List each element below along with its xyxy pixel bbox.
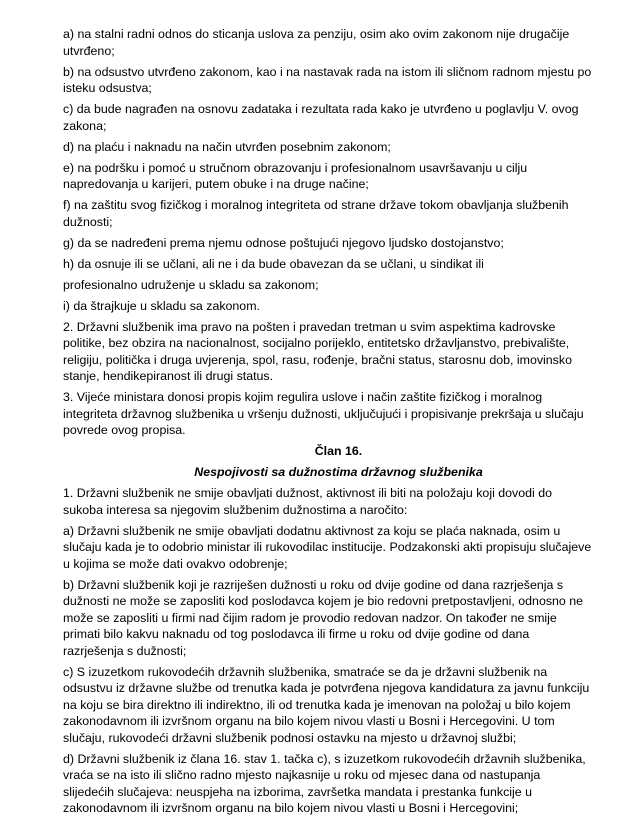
paragraph-item-e: e) na podršku i pomoć u stručnom obrazovanju i profesionalnom usavršavanju u cilju napredovanja u karijeri, putem obuke i na druge načine; <box>63 160 528 191</box>
paragraph-section-2: 2. Državni službenik ima pravo na pošten i pravedan tretman u svim aspektima kadrovske politike, bez obzira na nacionalnost, socijalno porijeklo, entitetsko državljanstvo, prebivalište, religiju, politička i druga uvjerenja, spol, rasu, rođenje, bračni status, starosnu dob, imovinsko stanje, hendikepiranost ili drugi status. <box>63 319 572 383</box>
paragraph-article-16-item-a: a) Državni službenik ne smije obavljati dodatnu aktivnost za koju se plaća naknada, osim u slučaju kada je to odobrio ministar ili rukovodilac institucije. Podzakonski akti propisuju slučajeve u kojima se može dati ovakvo odobrenje; <box>63 523 592 571</box>
paragraph-article-16-item-b: b) Državni službenik koji je razriješen dužnosti u roku od dvije godine od dana razrješenja s dužnosti ne može se zaposliti kod poslodavca kojem je bio redovni pretpostavljeni, odnosno ne može se zaposliti u firmi nad čijim radom je provodio redovan nadzor. On također ne smije primati bilo kakvu naknadu od tog poslodavca ili firme u roku od dvije godine od dana razrješenja s dužnosti; <box>63 577 584 658</box>
paragraph-article-16-section-1: 1. Državni službenik ne smije obavljati dužnost, aktivnost ili biti na položaju koji dovodi do sukoba interesa sa njegovim službenim dužnostima a naročito: <box>63 486 553 517</box>
paragraph-item-h: h) da osnuje ili se učlani, ali ne i da bude obavezan da se učlani, u sindikat ili <box>63 256 484 271</box>
paragraph-item-b: b) na odsustvo utvrđeno zakonom, kao i na nastavak rada na istom ili sličnom radnom mjestu po isteku odsustva; <box>63 64 592 95</box>
paragraph-item-c: c) da bude nagrađen na osnovu zadataka i rezultata rada kako je utvrđeno u poglavlju V. ovog zakona; <box>63 102 579 133</box>
paragraph-item-d: d) na plaću i naknadu na način utvrđen posebnim zakonom; <box>63 139 391 154</box>
paragraph-item-h-continued: profesionalno udruženje u skladu sa zakonom; <box>63 277 319 292</box>
article-subtitle: Nespojivosti sa dužnostima državnog službenika <box>194 464 483 479</box>
article-title: Član 16. <box>314 444 363 458</box>
paragraph-article-16-item-c: c) S izuzetkom rukovodećih državnih službenika, smatraće se da je državni službenik na odsustvu iz državne službe od trenutka kada je potvrđena njegova kandidatura za javnu funkciju na koju se bira direktno ili indirektno, ili od trenutka kada je imenovan na položaj u bilo kojem zakonodavnom ili izvršnom organu na bilo kojem nivou vlasti u Bosni i Hercegovini. U tom slučaju, rukovodeći državni službenik podnosi ostavku na mjesto u državnoj službi; <box>63 664 590 745</box>
paragraph-section-3: 3. Vijeće ministara donosi propis kojim regulira uslove i način zaštite fizičkog i moralnog integriteta državnog službenika u vršenju dužnosti, uključujući i propisivanje prekršaja u slučaju povrede ovog propisa. <box>63 390 584 437</box>
paragraph-item-a: a) na stalni radni odnos do sticanja uslova za penziju, osim ako ovim zakonom nije drugačije utvrđeno; <box>63 27 570 58</box>
paragraph-item-g: g) da se nadređeni prema njemu odnose poštujući njegovo ljudsko dostojanstvo; <box>63 235 504 250</box>
paragraph-item-f: f) na zaštitu svog fizičkog i moralnog integriteta od strane države tokom obavljanja službenih dužnosti; <box>63 198 569 229</box>
paragraph-article-16-item-d: d) Državni službenik iz člana 16. stav 1. tačka c), s izuzetkom rukovodećih državnih službenika, vraća se na isto ili slično radno mjesto najkasnije u roku od mjesec dana od nastupanja slijedećih slučajeva: neuspjeha na izborima, završetka mandata i prestanka funkcije u zakonodavnom ili izvršnom organu na bilo kojem nivou vlasti u Bosni i Hercegovini; <box>63 751 586 815</box>
paragraph-item-i: i) da štrajkuje u skladu sa zakonom. <box>63 298 260 313</box>
